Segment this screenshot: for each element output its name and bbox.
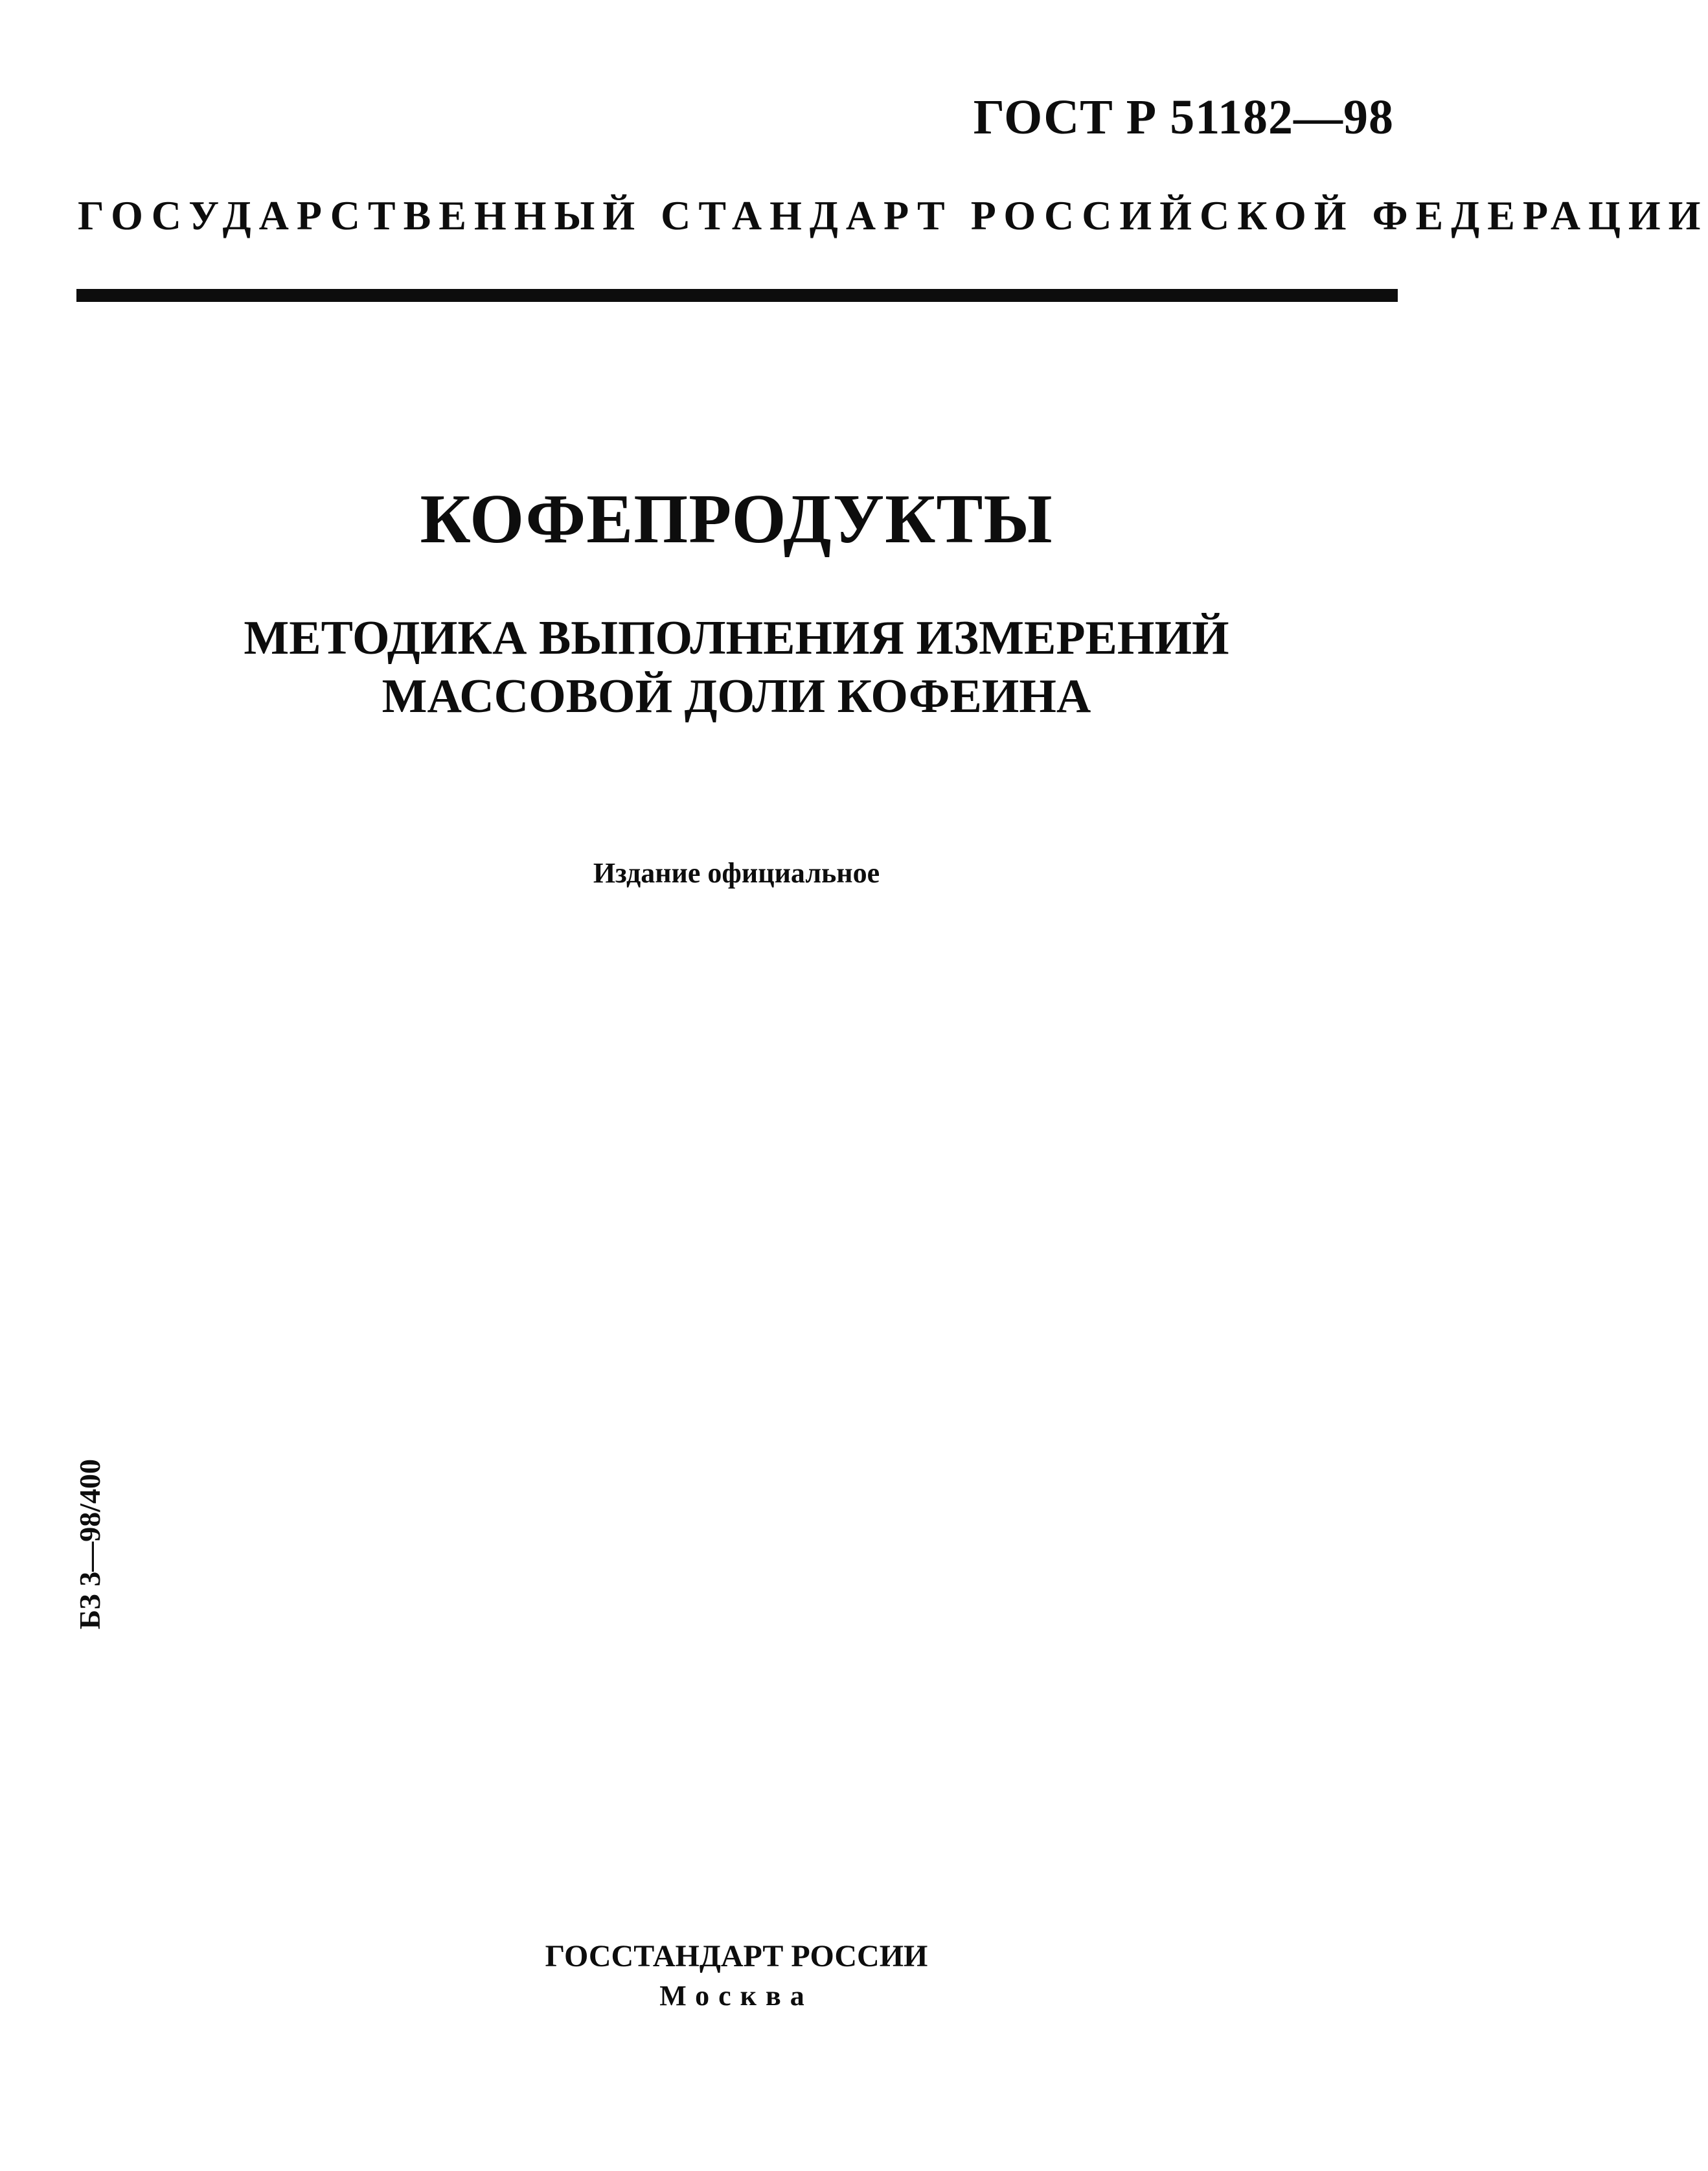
header-rule-divider xyxy=(76,289,1398,302)
side-code: БЗ 3—98/400 xyxy=(73,1459,106,1629)
subtitle-line-1: МЕТОДИКА ВЫПОЛНЕНИЯ ИЗМЕРЕНИЙ xyxy=(244,612,1229,665)
document-title: КОФЕПРОДУКТЫ xyxy=(420,481,1053,558)
publisher-city: Москва xyxy=(659,1980,814,2012)
subtitle-line-2: МАССОВОЙ ДОЛИ КОФЕИНА xyxy=(381,670,1091,723)
state-standard-heading: ГОСУДАРСТВЕННЫЙ СТАНДАРТ РОССИЙСКОЙ ФЕДЕРАЦИИ xyxy=(78,192,1708,238)
standard-number: ГОСТ Р 51182—98 xyxy=(973,90,1394,144)
edition-label: Издание официальное xyxy=(593,857,880,889)
document-subtitle xyxy=(0,609,1473,726)
publisher: ГОССТАНДАРТ РОССИИ xyxy=(545,1939,928,1973)
side-code-block xyxy=(73,1370,111,1629)
